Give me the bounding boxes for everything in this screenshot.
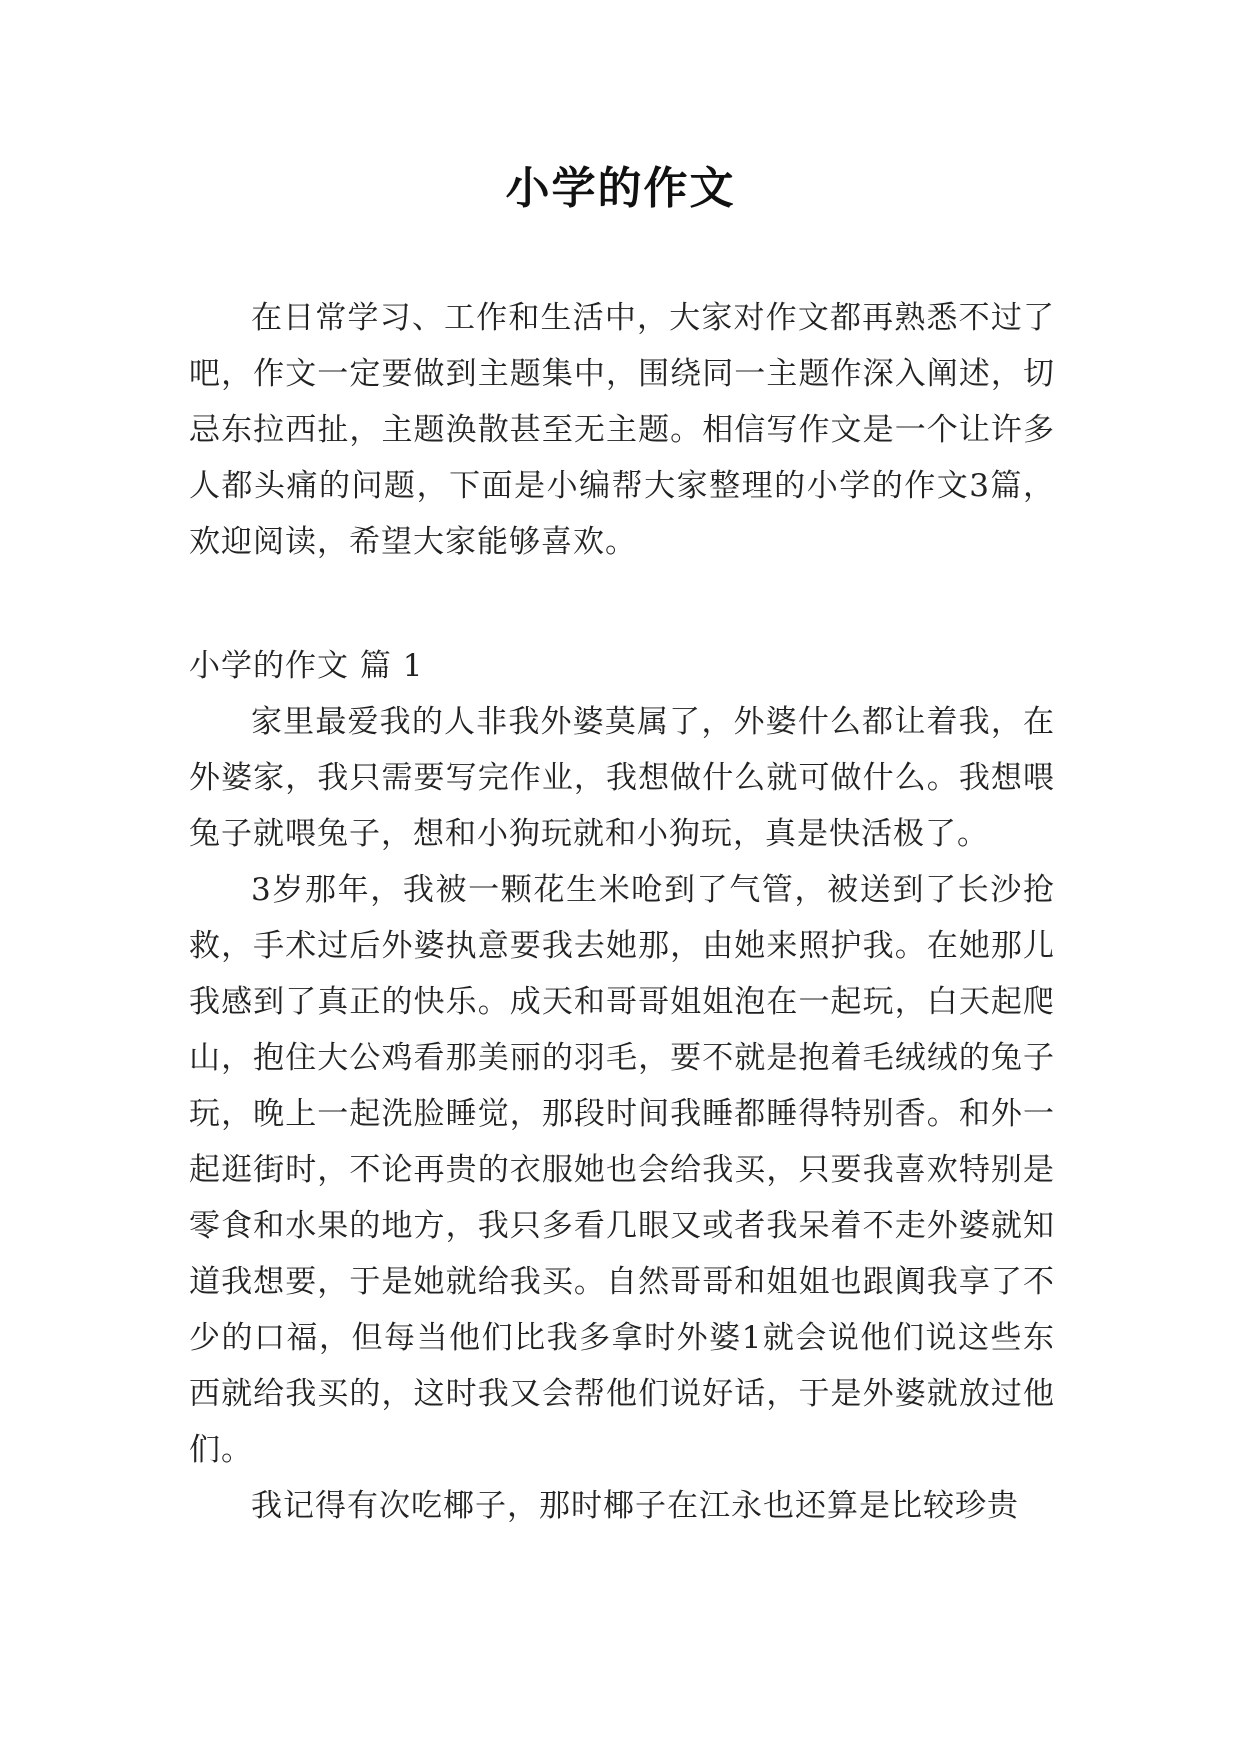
essay-section bbox=[189, 694, 1055, 1534]
intro-section bbox=[189, 290, 1055, 570]
document-title: 小学的作文 bbox=[505, 163, 736, 214]
intro-paragraph: 在日常学习、工作和生活中，大家对作文都再熟悉不过了吧，作文一定要做到主题集中，围绕同一主题作深入阐述，切忌东拉西扯，主题涣散甚至无主题。相信写作文是一个让许多人都头痛的问题，下面是小编帮大家整理的小学的作文3篇，欢迎阅读，希望大家能够喜欢。 bbox=[189, 300, 1055, 560]
essay-paragraph-3: 我记得有次吃椰子，那时椰子在江永也还算是比较珍贵 bbox=[251, 1488, 1019, 1524]
essay-paragraph-2: 3岁那年，我被一颗花生米呛到了气管，被送到了长沙抢救，手术过后外婆执意要我去她那，由她来照护我。在她那儿我感到了真正的快乐。成天和哥哥姐姐泡在一起玩，白天起爬山，抱住大公鸡看那美丽的羽毛，要不就是抱着毛绒绒的兔子玩，晚上一起洗脸睡觉，那段时间我睡都睡得特别香。和外一起逛街时，不论再贵的衣服她也会给我买，只要我喜欢特别是零食和水果的地方，我只多看几眼又或者我呆着不走外婆就知道我想要，于是她就给我买。自然哥哥和姐姐也跟阗我享了不少的口福，但每当他们比我多拿时外婆1就会说他们说这些东西就给我买的，这时我又会帮他们说好话，于是外婆就放过他们。 bbox=[189, 872, 1055, 1468]
essay-paragraph-1: 家里最爱我的人非我外婆莫属了，外婆什么都让着我，在外婆家，我只需要写完作业，我想做什么就可做什么。我想喂兔子就喂兔子，想和小狗玩就和小狗玩，真是快活极了。 bbox=[189, 704, 1055, 852]
section-heading: 小学的作文 篇 1 bbox=[189, 648, 424, 684]
